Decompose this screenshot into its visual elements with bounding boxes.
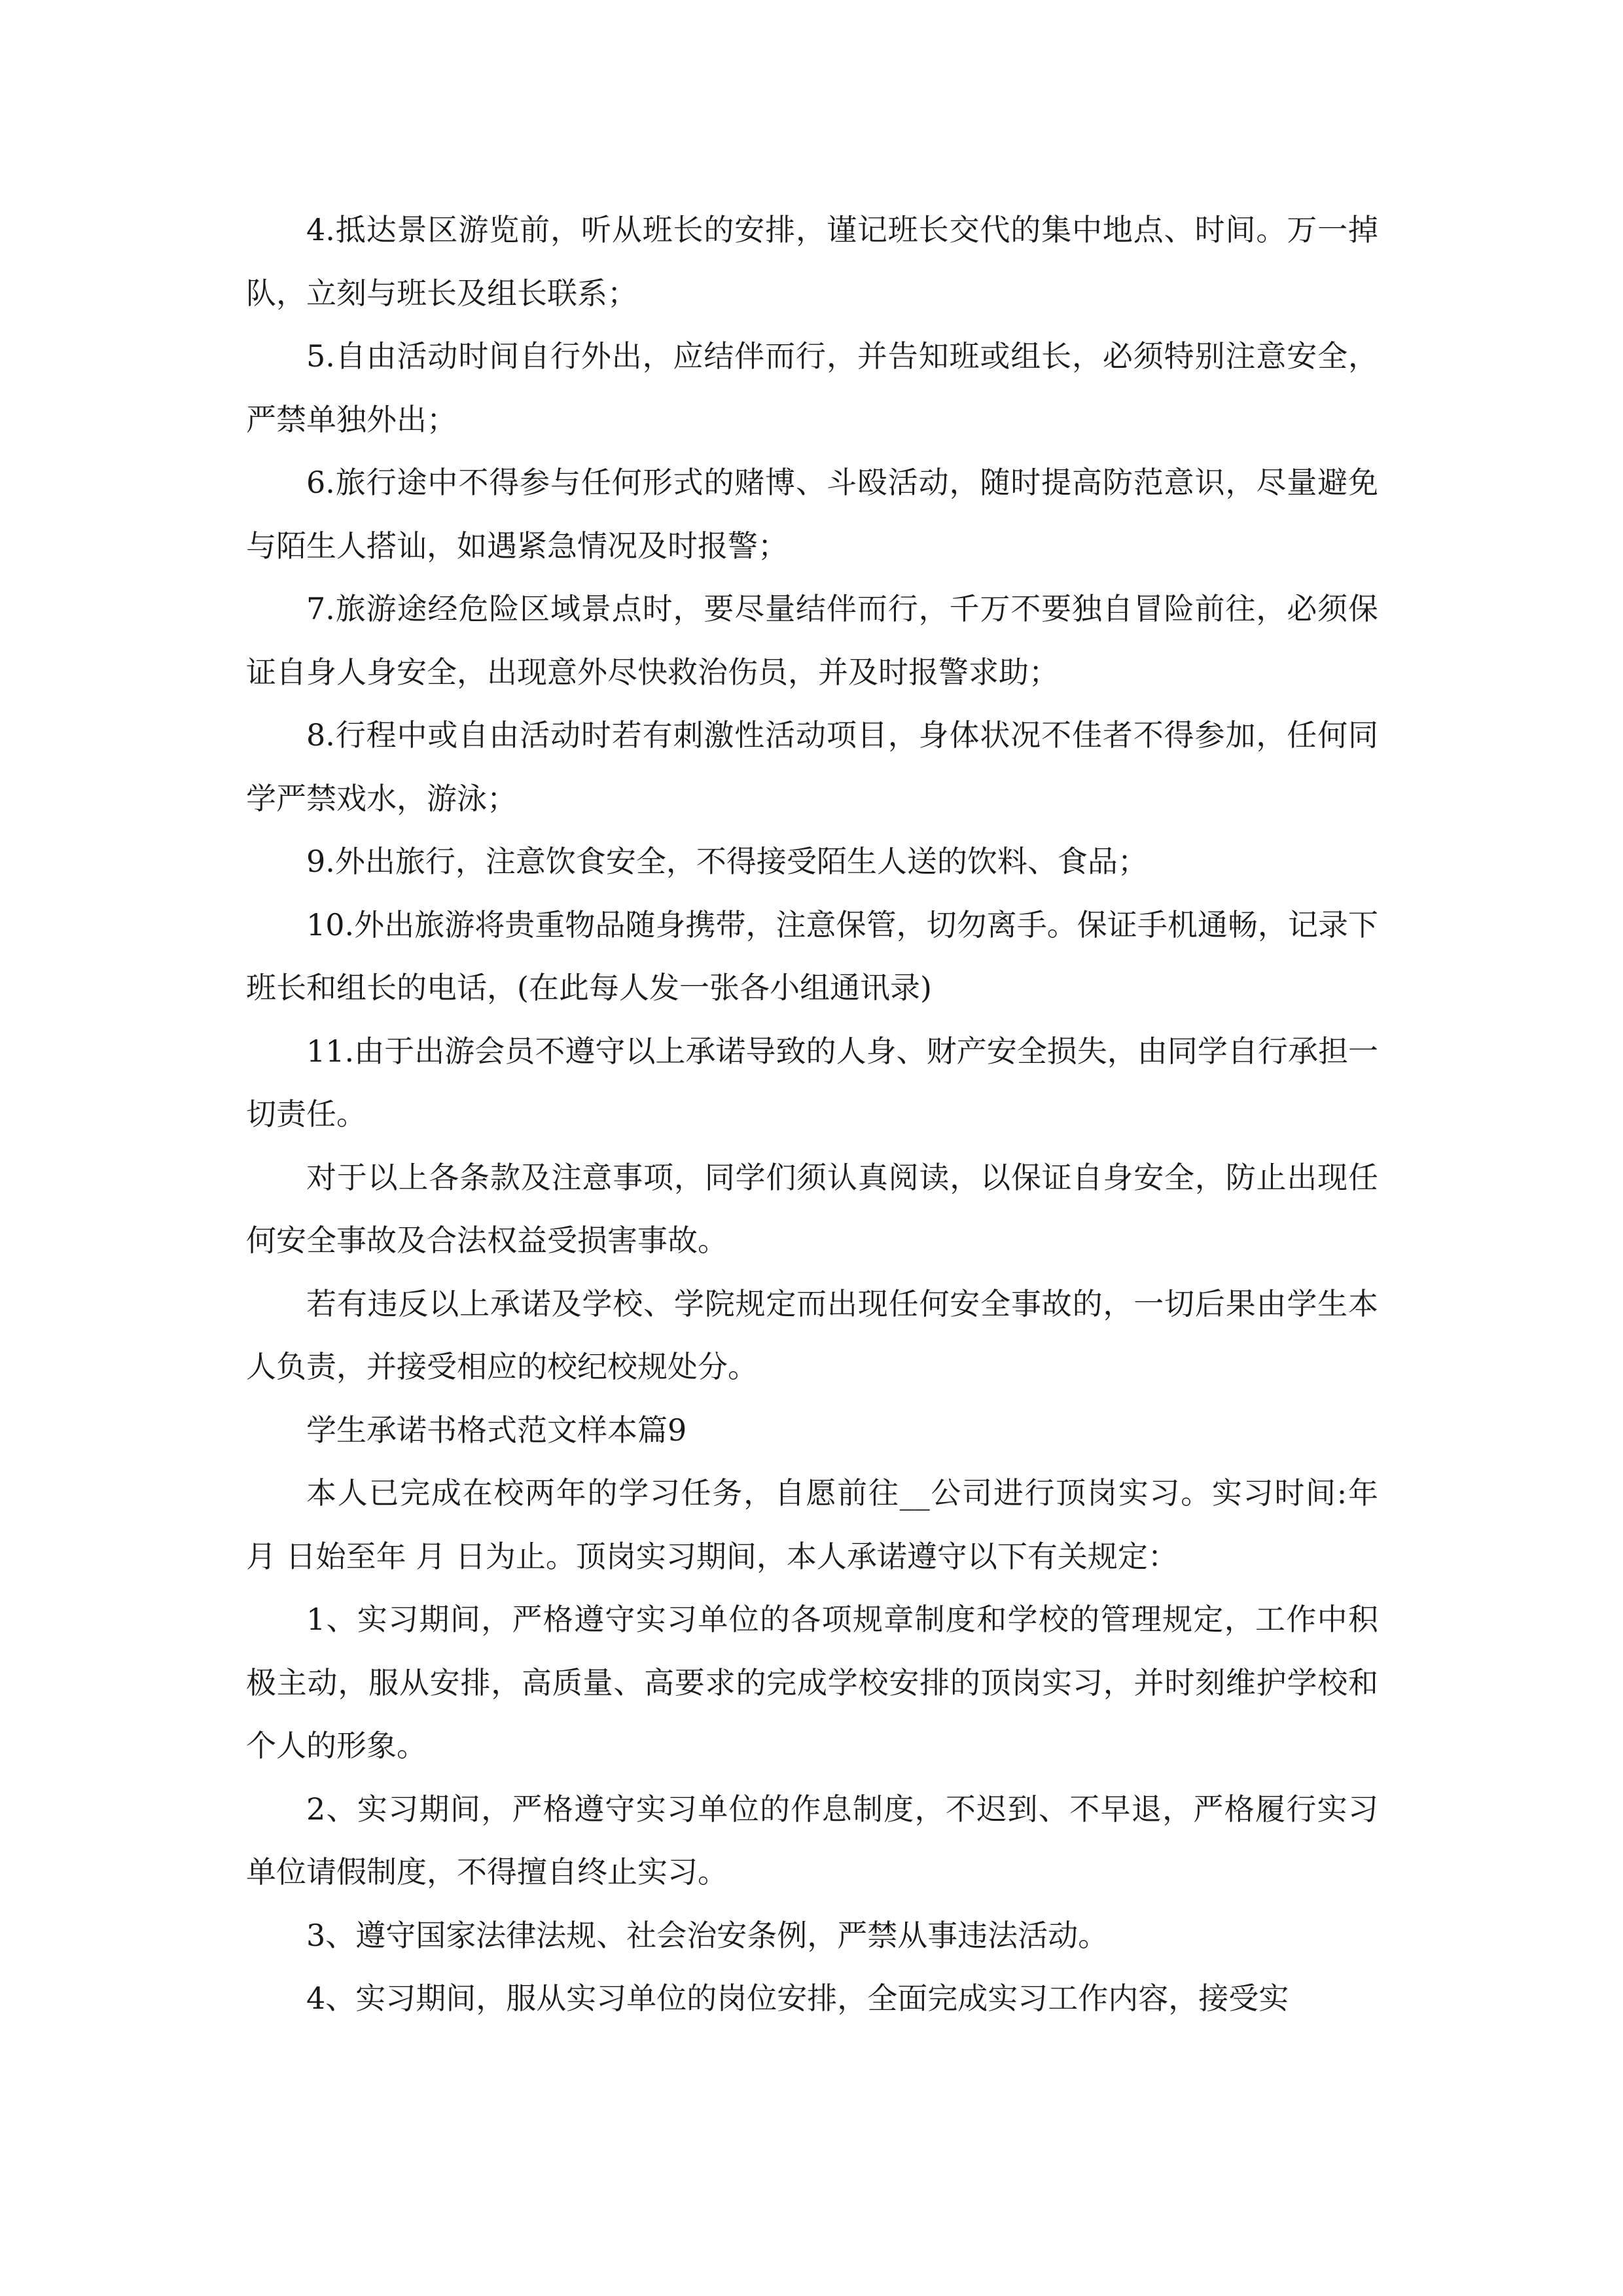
paragraph-item-6: 6.旅行途中不得参与任何形式的赌博、斗殴活动，随时提高防范意识，尽量避免与陌生人搭讪，如遇紧急情况及时报警； xyxy=(246,465,1378,564)
paragraph-consequence: 若有违反以上承诺及学校、学院规定而出现任何安全事故的，一切后果由学生本人负责，并接受相应的校纪校规处分。 xyxy=(246,1285,1378,1384)
paragraph-item-4: 4.抵达景区游览前，听从班长的安排，谨记班长交代的集中地点、时间。万一掉队，立刻与班长及组长联系； xyxy=(246,212,1378,311)
document-body xyxy=(246,198,1378,2030)
paragraph-item-8: 8.行程中或自由活动时若有刺激性活动项目，身体状况不佳者不得参加，任何同学严禁戏水，游泳； xyxy=(246,717,1378,816)
paragraph-rule-1: 1、实习期间，严格遵守实习单位的各项规章制度和学校的管理规定，工作中积极主动，服从安排，高质量、高要求的完成学校安排的顶岗实习，并时刻维护学校和个人的形象。 xyxy=(246,1602,1378,1763)
paragraph-item-5: 5.自由活动时间自行外出，应结伴而行，并告知班或组长，必须特别注意安全，严禁单独外出； xyxy=(246,338,1378,437)
paragraph-rule-2: 2、实习期间，严格遵守实习单位的作息制度，不迟到、不早退，严格履行实习单位请假制度，不得擅自终止实习。 xyxy=(246,1791,1378,1890)
paragraph-item-9: 9.外出旅行，注意饮食安全，不得接受陌生人送的饮料、食品； xyxy=(306,844,1148,879)
paragraph-rule-3: 3、遵守国家法律法规、社会治安条例，严禁从事违法活动。 xyxy=(306,1917,1109,1953)
paragraph-item-10: 10.外出旅游将贵重物品随身携带，注意保管，切勿离手。保证手机通畅，记录下班长和组长的电话，(在此每人发一张各小组通讯录) xyxy=(246,906,1378,1005)
section-heading: 学生承诺书格式范文样本篇9 xyxy=(306,1412,687,1448)
paragraph-item-7: 7.旅游途经危险区域景点时，要尽量结伴而行，千万不要独自冒险前往，必须保证自身人身安全，出现意外尽快救治伤员，并及时报警求助； xyxy=(246,591,1378,690)
paragraph-intro: 本人已完成在校两年的学习任务，自愿前往__公司进行顶岗实习。实习时间:年 月 日始至年 月 日为止。顶岗实习期间，本人承诺遵守以下有关规定： xyxy=(246,1475,1378,1574)
paragraph-notice: 对于以上各条款及注意事项，同学们须认真阅读，以保证自身安全，防止出现任何安全事故及合法权益受损害事故。 xyxy=(246,1159,1378,1258)
paragraph-rule-4: 4、实习期间，服从实习单位的岗位安排，全面完成实习工作内容，接受实 xyxy=(306,1981,1289,2016)
paragraph-item-11: 11.由于出游会员不遵守以上承诺导致的人身、财产安全损失，由同学自行承担一切责任。 xyxy=(246,1033,1378,1132)
